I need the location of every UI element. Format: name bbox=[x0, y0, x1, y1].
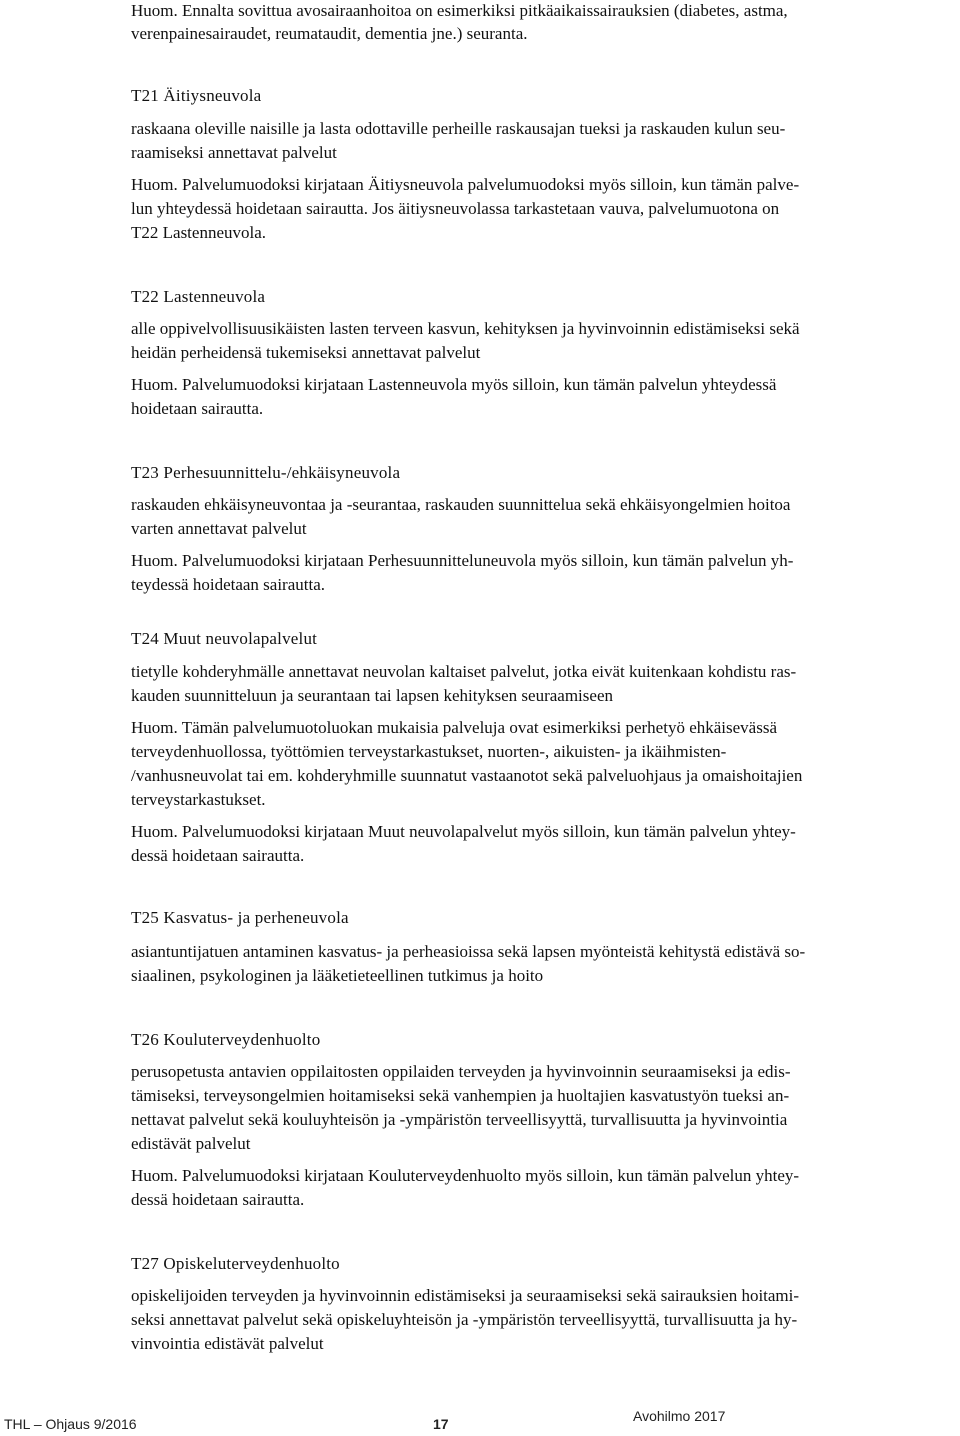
section-heading-t25: T25 Kasvatus- ja perheneuvola bbox=[131, 908, 349, 927]
section-line: edistävät palvelut bbox=[131, 1134, 251, 1153]
section-line: varten annettavat palvelut bbox=[131, 519, 307, 538]
section-heading-t21: T21 Äitiysneuvola bbox=[131, 86, 262, 105]
section-line: perusopetusta antavien oppilaitosten oppilaiden terveyden ja hyvinvoinnin seuraamiseksi ja edis- bbox=[131, 1062, 791, 1081]
section-line: seksi annettavat palvelut sekä opiskeluyhteisön ja -ympäristön terveellisyyttä, turvallisuutta ja hy- bbox=[131, 1310, 798, 1329]
section-line: Huom. Palvelumuodoksi kirjataan Perhesuunnitteluneuvola myös silloin, kun tämän palvelun yh- bbox=[131, 551, 794, 570]
section-heading-t27: T27 Opiskeluterveydenhuolto bbox=[131, 1254, 340, 1273]
section-heading-t22: T22 Lastenneuvola bbox=[131, 287, 266, 306]
section-line: raamiseksi annettavat palvelut bbox=[131, 143, 337, 162]
section-line: dessä hoidetaan sairautta. bbox=[131, 1190, 305, 1209]
section-line: asiantuntijatuen antaminen kasvatus- ja perheasioissa sekä lapsen myönteistä kehitystä edistävä so- bbox=[131, 942, 806, 961]
section-line: Huom. Tämän palvelumuotoluokan mukaisia palveluja ovat esimerkiksi perhetyö ehkäisevässä bbox=[131, 718, 777, 737]
section-line: teydessä hoidetaan sairautta. bbox=[131, 575, 326, 594]
section-line: siaalinen, psykologinen ja lääketieteellinen tutkimus ja hoito bbox=[131, 966, 544, 985]
section-line: Huom. Palvelumuodoksi kirjataan Kouluterveydenhuolto myös silloin, kun tämän palvelun yhtey- bbox=[131, 1166, 800, 1185]
section-line: kauden suunnitteluun ja seurantaan tai lapsen kehityksen seuraamiseen bbox=[131, 686, 613, 705]
section-line: T22 Lastenneuvola. bbox=[131, 223, 267, 242]
section-line: Huom. Palvelumuodoksi kirjataan Muut neuvolapalvelut myös silloin, kun tämän palvelun yhtey- bbox=[131, 822, 796, 841]
section-heading-t23: T23 Perhesuunnittelu-/ehkäisyneuvola bbox=[131, 463, 401, 482]
section-line: vinvointia edistävät palvelut bbox=[131, 1334, 324, 1353]
section-line: Huom. Palvelumuodoksi kirjataan Lastenneuvola myös silloin, kun tämän palvelun yhteydessä bbox=[131, 375, 777, 394]
section-heading-t26: T26 Kouluterveydenhuolto bbox=[131, 1030, 321, 1049]
intro-line: Huom. Ennalta sovittua avosairaanhoitoa on esimerkiksi pitkäaikaissairauksien (diabetes, astma, bbox=[131, 1, 788, 20]
section-line: opiskelijoiden terveyden ja hyvinvoinnin edistämiseksi ja seuraamiseksi sekä sairauksien hoitami- bbox=[131, 1286, 800, 1305]
intro-line: verenpainesairaudet, reumataudit, dementia jne.) seuranta. bbox=[131, 24, 528, 43]
page-number: 17 bbox=[433, 1416, 449, 1432]
section-line: raskaana oleville naisille ja lasta odottaville perheille raskausajan tueksi ja raskauden kulun seu- bbox=[131, 119, 786, 138]
section-line: dessä hoidetaan sairautta. bbox=[131, 846, 305, 865]
section-line: tämiseksi, terveysongelmien hoitamiseksi sekä vanhempien ja huoltajien kasvatustyön tueksi an- bbox=[131, 1086, 790, 1105]
section-line: hoidetaan sairautta. bbox=[131, 399, 264, 418]
section-line: raskauden ehkäisyneuvontaa ja -seurantaa, raskauden suunnittelua sekä ehkäisyongelmien hoitoa bbox=[131, 495, 791, 514]
section-line: tietylle kohderyhmälle annettavat neuvolan kaltaiset palvelut, jotka eivät kuitenkaan kohdistu ras- bbox=[131, 662, 797, 681]
footer-publication: THL – Ohjaus 9/2016 bbox=[4, 1416, 137, 1432]
section-line: heidän perheidensä tukemiseksi annettavat palvelut bbox=[131, 343, 481, 362]
section-line: /vanhusneuvolat tai em. kohderyhmille suunnatut vastaanotot sekä palveluohjaus ja omaishoitajien bbox=[131, 766, 803, 785]
footer-title: Avohilmo 2017 bbox=[633, 1408, 726, 1424]
section-line: nettavat palvelut sekä kouluyhteisön ja -ympäristön terveellisyyttä, turvallisuutta ja hyvinvointia bbox=[131, 1110, 788, 1129]
section-line: Huom. Palvelumuodoksi kirjataan Äitiysneuvola palvelumuodoksi myös silloin, kun tämän palve- bbox=[131, 175, 800, 194]
section-line: terveystarkastukset. bbox=[131, 790, 266, 809]
section-line: lun yhteydessä hoidetaan sairautta. Jos äitiysneuvolassa tarkastetaan vauva, palvelumuotona on bbox=[131, 199, 780, 218]
section-line: terveydenhuollossa, työttömien terveystarkastukset, nuorten-, aikuisten- ja ikäihmisten- bbox=[131, 742, 727, 761]
section-heading-t24: T24 Muut neuvolapalvelut bbox=[131, 629, 318, 648]
section-line: alle oppivelvollisuusikäisten lasten terveen kasvun, kehityksen ja hyvinvoinnin edistämiseksi sekä bbox=[131, 319, 800, 338]
